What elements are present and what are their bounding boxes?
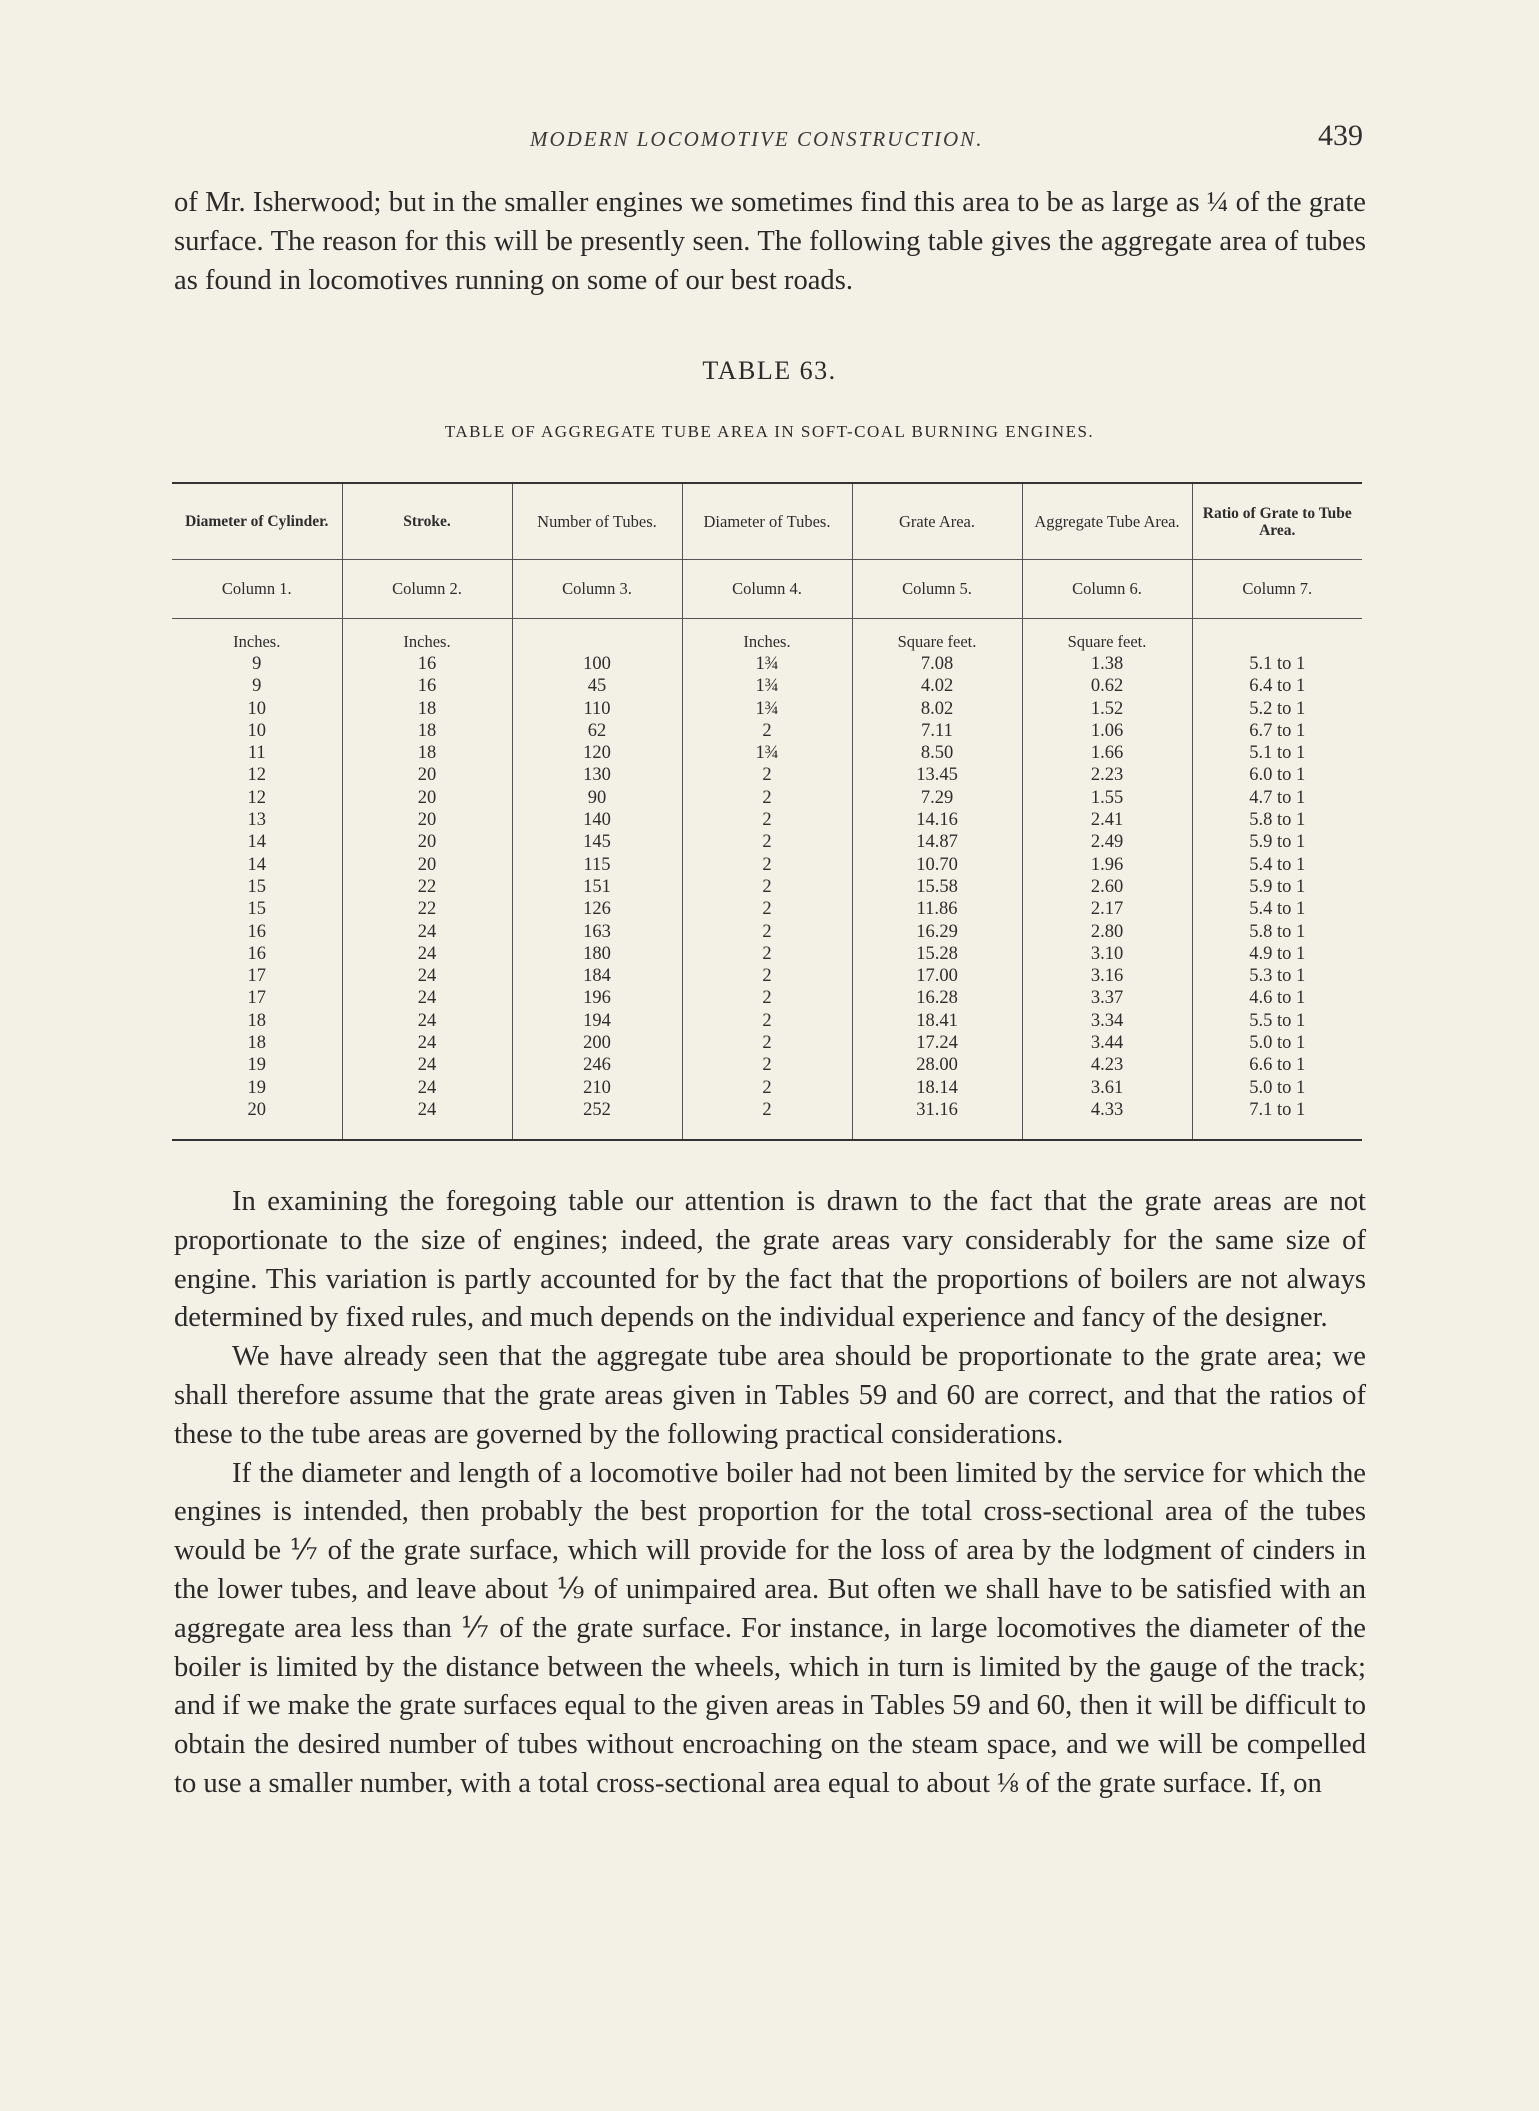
table-cell: 3.16 [1022, 965, 1192, 987]
running-title: MODERN LOCOMOTIVE CONSTRUCTION. [530, 127, 984, 151]
table-row [172, 742, 1362, 764]
intro-paragraph: of Mr. Isherwood; but in the smaller engines we sometimes find this area to be as large as ¼ of the grate surface. The reason for this will be presently seen. The following table gives the aggregate area of tubes as found in locomotives running on some of our best roads. [174, 187, 1366, 296]
table-cell: 4.23 [1022, 1054, 1192, 1076]
table-cell: 5.8 to 1 [1192, 809, 1362, 831]
table-cell: 19 [247, 1055, 266, 1076]
table-cell: 18 [342, 698, 512, 720]
table-cell: 3.44 [1022, 1032, 1192, 1054]
table-cell: 11 [247, 743, 266, 764]
table-cell: 24 [342, 1032, 512, 1054]
unit-cell [1192, 619, 1362, 654]
table-cell: 2 [682, 898, 852, 920]
table-cell: 2.49 [1022, 831, 1192, 853]
table-cell: 5.2 to 1 [1192, 698, 1362, 720]
column-label: Column 2. [342, 560, 512, 619]
table-cell: 16 [342, 675, 512, 697]
table-cell: 13 [247, 810, 266, 831]
header-cell: Number of Tubes. [512, 483, 682, 560]
paragraph: We have already seen that the aggregate tube area should be proportionate to the grate area; we shall therefore assume that the grate areas given in Tables 59 and 60 are correct, and that the ratios of these to the tube areas are governed by the following practical considerations. [174, 1341, 1366, 1450]
table-cell: 1¾ [682, 742, 852, 764]
table-subtitle: TABLE OF AGGREGATE TUBE AREA IN SOFT-COAL BURNING ENGINES. [444, 422, 1095, 441]
table-cell: 120 [512, 742, 682, 764]
running-head [0, 119, 1539, 165]
table-cell: 2 [682, 1077, 852, 1099]
table-cell: 16 [247, 921, 266, 942]
table-cell: 2 [682, 787, 852, 809]
table-cell: 100 [512, 653, 682, 675]
table-cell: 6.6 to 1 [1192, 1054, 1362, 1076]
unit-cell: Square feet. [852, 619, 1022, 654]
table-body [172, 619, 1362, 1140]
intro-text [174, 184, 1366, 300]
table-cell: 5.3 to 1 [1192, 965, 1362, 987]
table-row [172, 698, 1362, 720]
table-cell: 2 [682, 809, 852, 831]
table-cell: 15.28 [852, 943, 1022, 965]
table-cell: 2 [682, 943, 852, 965]
table-cell: 8.50 [852, 742, 1022, 764]
table-cell: 4.7 to 1 [1192, 787, 1362, 809]
table-row [172, 943, 1362, 965]
table-cell: 24 [342, 1077, 512, 1099]
table-cell: 4.6 to 1 [1192, 987, 1362, 1009]
table-row [172, 1099, 1362, 1140]
table-cell: 0.62 [1022, 675, 1192, 697]
table-cell: 2 [682, 720, 852, 742]
table-cell: 16 [247, 943, 266, 964]
unit-cell: Inches. [342, 619, 512, 654]
table-row [172, 720, 1362, 742]
table-cell: 28.00 [852, 1054, 1022, 1076]
column-label: Column 7. [1192, 560, 1362, 619]
table-cell: 24 [342, 943, 512, 965]
table-cell: 17.00 [852, 965, 1022, 987]
table-cell: 200 [512, 1032, 682, 1054]
table-cell: 4.9 to 1 [1192, 943, 1362, 965]
table-number: TABLE 63. [702, 356, 837, 385]
table-cell: 31.16 [852, 1099, 1022, 1140]
table-cell: 20 [342, 764, 512, 786]
table-cell: 3.10 [1022, 943, 1192, 965]
column-label-row [172, 560, 1362, 619]
table-cell: 17 [247, 988, 266, 1009]
table-cell: 20 [342, 787, 512, 809]
table-cell: 1.55 [1022, 787, 1192, 809]
table-cell: 9 [252, 654, 262, 674]
table-row [172, 1010, 1362, 1032]
table-cell: 1¾ [682, 698, 852, 720]
table-cell: 10 [247, 720, 266, 741]
table-cell: 18 [342, 742, 512, 764]
table-cell: 18 [342, 720, 512, 742]
tube-area-table [172, 482, 1362, 1141]
table-cell: 16.28 [852, 987, 1022, 1009]
table-cell: 2 [682, 1010, 852, 1032]
table-cell: 15.58 [852, 876, 1022, 898]
table-cell: 1¾ [682, 653, 852, 675]
table-cell: 246 [512, 1054, 682, 1076]
table-cell: 5.0 to 1 [1192, 1032, 1362, 1054]
table-header-row [172, 483, 1362, 560]
table-cell: 22 [342, 898, 512, 920]
table-cell: 5.4 to 1 [1192, 898, 1362, 920]
table-cell: 24 [342, 1010, 512, 1032]
column-label: Column 6. [1022, 560, 1192, 619]
table-cell: 18 [247, 1010, 266, 1031]
table-cell: 5.9 to 1 [1192, 876, 1362, 898]
table-cell: 180 [512, 943, 682, 965]
header-cell: Stroke. [342, 483, 512, 560]
table-cell: 5.4 to 1 [1192, 854, 1362, 876]
table-cell: 252 [512, 1099, 682, 1140]
table-cell: 5.5 to 1 [1192, 1010, 1362, 1032]
table-cell: 7.1 to 1 [1192, 1099, 1362, 1140]
table-cell: 14.87 [852, 831, 1022, 853]
table-cell: 22 [342, 876, 512, 898]
table-cell: 3.61 [1022, 1077, 1192, 1099]
table-cell: 2.60 [1022, 876, 1192, 898]
table-row [172, 965, 1362, 987]
table-cell: 2 [682, 764, 852, 786]
table-cell: 1.66 [1022, 742, 1192, 764]
table-cell: 2 [682, 1032, 852, 1054]
table-cell: 2 [682, 965, 852, 987]
table-cell: 24 [342, 965, 512, 987]
unit-cell: Inches. [682, 619, 852, 654]
table-cell: 18.14 [852, 1077, 1022, 1099]
table-cell: 12 [247, 787, 266, 808]
table-cell: 184 [512, 965, 682, 987]
table-cell: 210 [512, 1077, 682, 1099]
table-cell: 196 [512, 987, 682, 1009]
table-cell: 4.02 [852, 675, 1022, 697]
table-cell: 14.16 [852, 809, 1022, 831]
table-cell: 90 [512, 787, 682, 809]
table-cell: 4.33 [1022, 1099, 1192, 1140]
unit-cell: Inches. [233, 632, 281, 651]
table-cell: 24 [342, 1099, 512, 1140]
table-cell: 2 [682, 876, 852, 898]
table-cell: 126 [512, 898, 682, 920]
table-cell: 16.29 [852, 921, 1022, 943]
paragraph: If the diameter and length of a locomotive boiler had not been limited by the service for which the engines is intended, then probably the best proportion for the total cross-sectional area of the tubes would be ⅐ of the grate surface, which will provide for the loss of area by the lodgment of cinders in the lower tubes, and leave about ⅑ of unimpaired area. But often we shall have to be satisfied with an aggregate area less than ⅐ of the grate surface. For instance, in large locomotives the diameter of the boiler is limited by the distance between the wheels, which in turn is limited by the gauge of the track; and if we make the grate surfaces equal to the given areas in Tables 59 and 60, then it will be difficult to obtain the desired number of tubes without encroaching on the steam space, and we will be compelled to use a smaller number, with a total cross-sectional area equal to about ⅛ of the grate surface. If, on [174, 1457, 1366, 1799]
header-cell: Diameter of Tubes. [682, 483, 852, 560]
column-label: Column 4. [682, 560, 852, 619]
table-cell: 18.41 [852, 1010, 1022, 1032]
table-cell: 24 [342, 921, 512, 943]
header-cell: Ratio of Grate to Tube Area. [1192, 483, 1362, 560]
table-cell: 14 [247, 832, 266, 853]
table-cell: 2 [682, 921, 852, 943]
table-cell: 2 [682, 1054, 852, 1076]
table-cell: 6.4 to 1 [1192, 675, 1362, 697]
table-row [172, 898, 1362, 920]
table-row [172, 876, 1362, 898]
table-cell: 2.23 [1022, 764, 1192, 786]
units-row [172, 619, 1362, 654]
table-cell: 11.86 [852, 898, 1022, 920]
column-label: Column 3. [512, 560, 682, 619]
table-cell: 1.06 [1022, 720, 1192, 742]
table-row [172, 764, 1362, 786]
table-row [172, 653, 1362, 675]
table-cell: 24 [342, 987, 512, 1009]
table-cell: 17 [247, 966, 266, 987]
table-row [172, 809, 1362, 831]
table-cell: 163 [512, 921, 682, 943]
table-cell: 140 [512, 809, 682, 831]
table-cell: 2.80 [1022, 921, 1192, 943]
table-cell: 115 [512, 854, 682, 876]
table-row [172, 1077, 1362, 1099]
table-cell: 18 [247, 1033, 266, 1054]
table-row [172, 854, 1362, 876]
unit-cell [512, 619, 682, 654]
table-cell: 2.41 [1022, 809, 1192, 831]
table-cell: 3.37 [1022, 987, 1192, 1009]
table-cell: 10 [247, 698, 266, 719]
table-cell: 5.0 to 1 [1192, 1077, 1362, 1099]
table-cell: 5.8 to 1 [1192, 921, 1362, 943]
table-cell: 1.38 [1022, 653, 1192, 675]
table-row [172, 987, 1362, 1009]
table-cell: 6.0 to 1 [1192, 764, 1362, 786]
table-cell: 2 [682, 1099, 852, 1140]
table-cell: 5.1 to 1 [1192, 742, 1362, 764]
table-row [172, 921, 1362, 943]
table-cell: 5.9 to 1 [1192, 831, 1362, 853]
table-cell: 2 [682, 987, 852, 1009]
table-row [172, 675, 1362, 697]
table-row [172, 1032, 1362, 1054]
table-cell: 14 [247, 854, 266, 875]
table-cell: 130 [512, 764, 682, 786]
table-cell: 2.17 [1022, 898, 1192, 920]
table-cell: 7.29 [852, 787, 1022, 809]
table-row [172, 1054, 1362, 1076]
table-cell: 20 [342, 854, 512, 876]
table-cell: 110 [512, 698, 682, 720]
page-number: 439 [1318, 119, 1363, 152]
paragraph: In examining the foregoing table our attention is drawn to the fact that the grate areas are not proportionate to the size of engines; indeed, the grate areas vary considerably for the same size of engine. This variation is partly accounted for by the fact that the proportions of boilers are not always determined by fixed rules, and much depends on the individual experience and fancy of the designer. [174, 1186, 1366, 1334]
table-cell: 15 [247, 876, 266, 897]
table-cell: 1¾ [682, 675, 852, 697]
table-cell: 3.34 [1022, 1010, 1192, 1032]
table-cell: 194 [512, 1010, 682, 1032]
table-cell: 5.1 to 1 [1192, 653, 1362, 675]
table-cell: 1.52 [1022, 698, 1192, 720]
table-cell: 7.11 [852, 720, 1022, 742]
table-cell: 45 [512, 675, 682, 697]
unit-cell: Square feet. [1022, 619, 1192, 654]
table-cell: 13.45 [852, 764, 1022, 786]
body-text [174, 1183, 1366, 1804]
table-cell: 16 [342, 653, 512, 675]
table-cell: 20 [342, 831, 512, 853]
table-cell: 15 [247, 899, 266, 920]
table-row [172, 831, 1362, 853]
table-row [172, 787, 1362, 809]
table-cell: 2 [682, 854, 852, 876]
header-cell: Diameter of Cylinder. [172, 483, 342, 560]
table-cell: 6.7 to 1 [1192, 720, 1362, 742]
column-label: Column 1. [172, 560, 342, 619]
header-cell: Aggregate Tube Area. [1022, 483, 1192, 560]
table-cell: 12 [247, 765, 266, 786]
table-cell: 20 [342, 809, 512, 831]
table-cell: 10.70 [852, 854, 1022, 876]
table-cell: 19 [247, 1077, 266, 1098]
column-label: Column 5. [852, 560, 1022, 619]
table-cell: 20 [172, 1099, 342, 1140]
table-cell: 1.96 [1022, 854, 1192, 876]
table-cell: 17.24 [852, 1032, 1022, 1054]
table-cell: 145 [512, 831, 682, 853]
table-cell: 2 [682, 831, 852, 853]
header-cell: Grate Area. [852, 483, 1022, 560]
table-cell: 8.02 [852, 698, 1022, 720]
table-cell: 24 [342, 1054, 512, 1076]
table-cell: 62 [512, 720, 682, 742]
table-cell: 151 [512, 876, 682, 898]
table-cell: 9 [252, 676, 262, 697]
table-cell: 7.08 [852, 653, 1022, 675]
